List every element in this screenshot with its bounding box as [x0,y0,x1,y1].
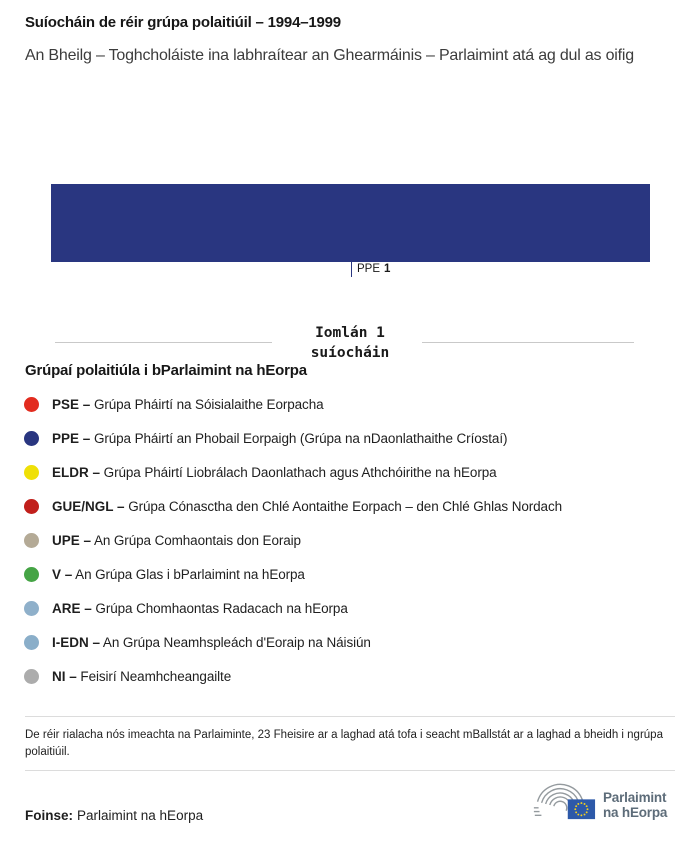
legend-abbr: PPE – [52,430,91,446]
legend-abbr: GUE/NGL – [52,498,125,514]
ep-logo-text [603,790,667,821]
legend-row [24,489,684,523]
legend-abbr: I-EDN – [52,634,101,650]
legend-row [24,455,684,489]
divider-bottom [25,770,675,771]
legend-text: Grúpa Pháirtí Liobrálach Daonlathach agus Athchóirithe na hEorpa [103,464,497,480]
legend-row [24,421,684,455]
divider-top [25,716,675,717]
legend-text: An Grúpa Neamhspleách d'Eoraip na Náisiún [102,634,371,650]
legend-row [24,591,684,625]
bar-segment-ppe [51,184,650,262]
ep-logo [532,781,667,829]
legend-heading: Grúpaí polaitiúla i bParlaimint na hEorpa [25,362,307,379]
legend-label [52,397,324,412]
ep-logo-line2: na hEorpa [603,805,668,820]
bar-label-value: 1 [384,263,391,275]
legend-color-dot [24,601,39,616]
legend-row [24,659,684,693]
footnote: De réir rialacha nós imeachta na Parlaiminte, 23 Fheisire ar a laghad atá tofa i seacht mBallstát ar a laghad a bheidh i ngrúpa polaitiúil. [25,729,663,758]
legend-abbr: ELDR – [52,464,101,480]
legend-color-dot [24,499,39,514]
total-seats-label [255,323,445,363]
total-rule-left [55,342,272,343]
legend-abbr: UPE – [52,532,92,548]
legend-abbr: PSE – [52,396,91,412]
legend-color-dot [24,669,39,684]
legend-color-dot [24,635,39,650]
legend-label [52,431,507,446]
legend-label [52,669,231,684]
legend-label [52,533,301,548]
legend-text: Grúpa Cónasctha den Chlé Aontaithe Eorpach – den Chlé Ghlas Nordach [128,498,563,514]
legend-color-dot [24,567,39,582]
legend-abbr: ARE – [52,600,92,616]
bar-tick [351,261,352,277]
legend-text: An Grúpa Comhaontais don Eoraip [93,532,301,548]
legend-text: Grúpa Chomhaontas Radacach na hEorpa [95,600,348,616]
legend-label [52,635,371,650]
chart-subtitle: An Bheilg – Toghcholáiste ina labhraítear an Ghearmáinis – Parlaimint atá ag dul as oifig [25,47,634,64]
total-seats-line2: suíocháin [310,345,390,361]
legend-label [52,499,562,514]
legend-row [24,523,684,557]
legend-text: Grúpa Pháirtí na Sóisialaithe Eorpacha [93,396,324,412]
legend-row [24,387,684,421]
legend-row [24,557,684,591]
legend-color-dot [24,465,39,480]
ep-logo-line1: Parlaimint [603,789,667,805]
legend-text: Feisirí Neamhcheangailte [80,668,232,684]
legend-text: Grúpa Pháirtí an Phobail Eorpaigh (Grúpa na nDaonlathaithe Críostaí) [93,430,508,446]
legend-abbr: V – [52,566,73,582]
legend [24,387,684,693]
total-rule-right [422,342,634,343]
legend-abbr: NI – [52,668,77,684]
ep-hemicycle-icon [532,781,596,829]
legend-text: An Grúpa Glas i bParlaimint na hEorpa [75,566,305,582]
legend-row [24,625,684,659]
bar-label [357,263,390,275]
legend-color-dot [24,397,39,412]
legend-color-dot [24,533,39,548]
total-seats-line1: Iomlán 1 [315,325,385,341]
legend-label [52,465,497,480]
legend-color-dot [24,431,39,446]
bar-label-group: PPE [357,263,381,275]
chart-title: Suíocháin de réir grúpa polaitiúil – 1994–1999 [25,14,341,31]
source-value: Parlaimint na hEorpa [77,808,204,823]
legend-label [52,601,348,616]
source-label: Foinse: [25,808,74,823]
source-line [25,808,203,823]
legend-label [52,567,305,582]
